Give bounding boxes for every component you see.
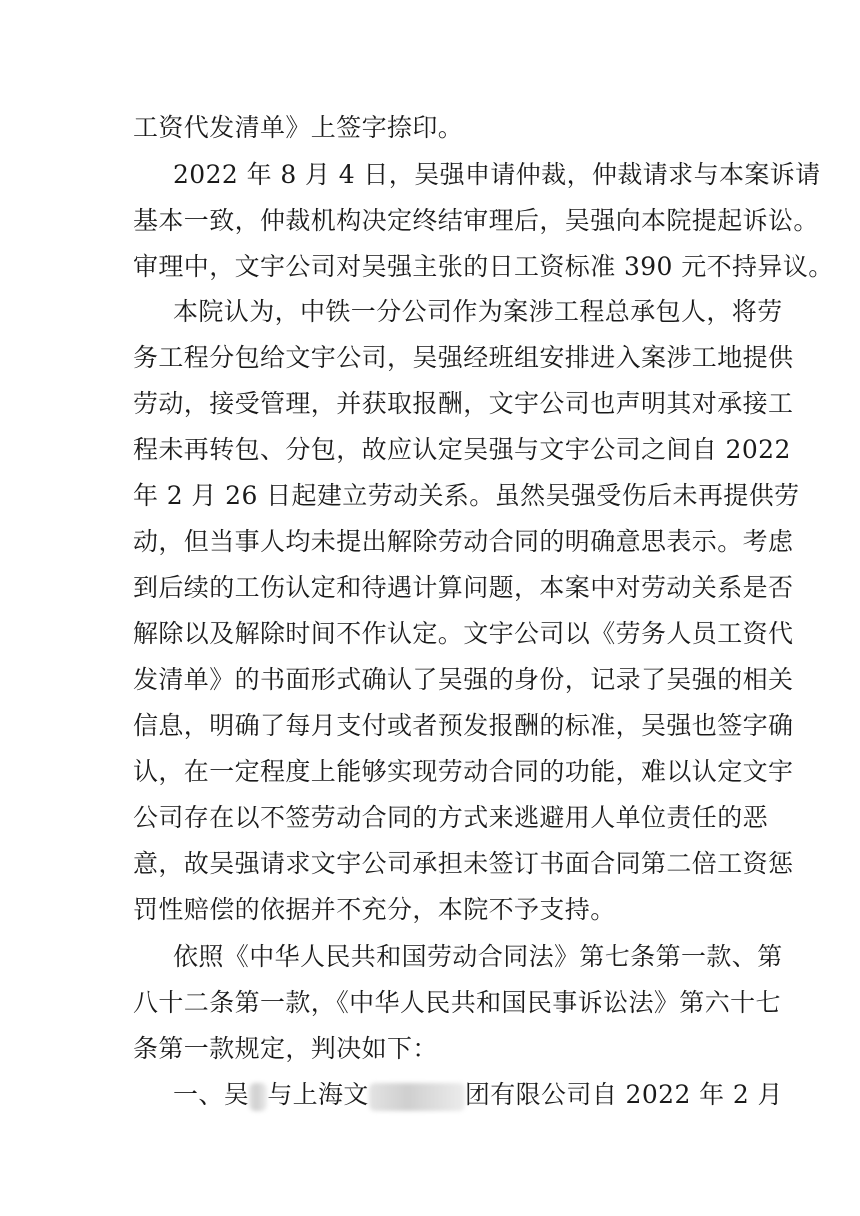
text-line: 发清单》的书面形式确认了吴强的身份，记录了吴强的相关	[133, 665, 794, 694]
text-line: 到后续的工伤认定和待遇计算问题，本案中对劳动关系是否	[133, 573, 794, 602]
text-line: 条第一款规定，判决如下：	[133, 1034, 438, 1063]
text-line: 公司存在以不签劳动合同的方式来逃避用人单位责任的恶	[133, 803, 769, 832]
text-line: 基本一致，仲裁机构决定终结审理后，吴强向本院提起诉讼。	[133, 206, 819, 235]
judgment-1-pre: 一、吴	[173, 1080, 250, 1109]
text-line: 意，故吴强请求文宇公司承担未签订书面合同第二倍工资惩	[133, 849, 794, 878]
text-line: 八十二条第一款，《中华人民共和国民事诉讼法》第六十七	[133, 988, 781, 1017]
text-line: 劳动，接受管理，并获取报酬，文宇公司也声明其对承接工	[133, 389, 794, 418]
text-line: 认，在一定程度上能够实现劳动合同的功能，难以认定文宇	[133, 757, 794, 786]
text-line: 年 2 月 26 日起建立劳动关系。虽然吴强受伤后未再提供劳	[133, 481, 800, 510]
text-line: 罚性赔偿的依据并不充分，本院不予支持。	[133, 895, 616, 924]
text-line: 工资代发清单》上签字捺印。	[133, 113, 464, 142]
judgment-item-1	[173, 1078, 783, 1112]
text-line: 审理中，文宇公司对吴强主张的日工资标准 390 元不持异议。	[133, 252, 834, 281]
text-line: 2022 年 8 月 4 日，吴强申请仲裁，仲裁请求与本案诉请	[173, 160, 821, 189]
text-line: 信息，明确了每月支付或者预发报酬的标准，吴强也签字确	[133, 711, 794, 740]
judgment-1-post: 团有限公司自 2022 年 2 月	[464, 1080, 783, 1109]
text-line: 依照《中华人民共和国劳动合同法》第七条第一款、第	[173, 942, 783, 971]
text-line: 本院认为，中铁一分公司作为案涉工程总承包人，将劳	[173, 297, 783, 326]
judgment-1-mid: 与上海文	[267, 1080, 369, 1109]
text-line: 动，但当事人均未提出解除劳动合同的明确意思表示。考虑	[133, 527, 794, 556]
text-line: 解除以及解除时间不作认定。文宇公司以《劳务人员工资代	[133, 619, 794, 648]
redaction-blur	[369, 1083, 465, 1111]
redaction-blur	[249, 1083, 267, 1111]
text-line: 务工程分包给文宇公司，吴强经班组安排进入案涉工地提供	[133, 343, 794, 372]
text-line: 程未再转包、分包，故应认定吴强与文宇公司之间自 2022	[133, 435, 791, 464]
